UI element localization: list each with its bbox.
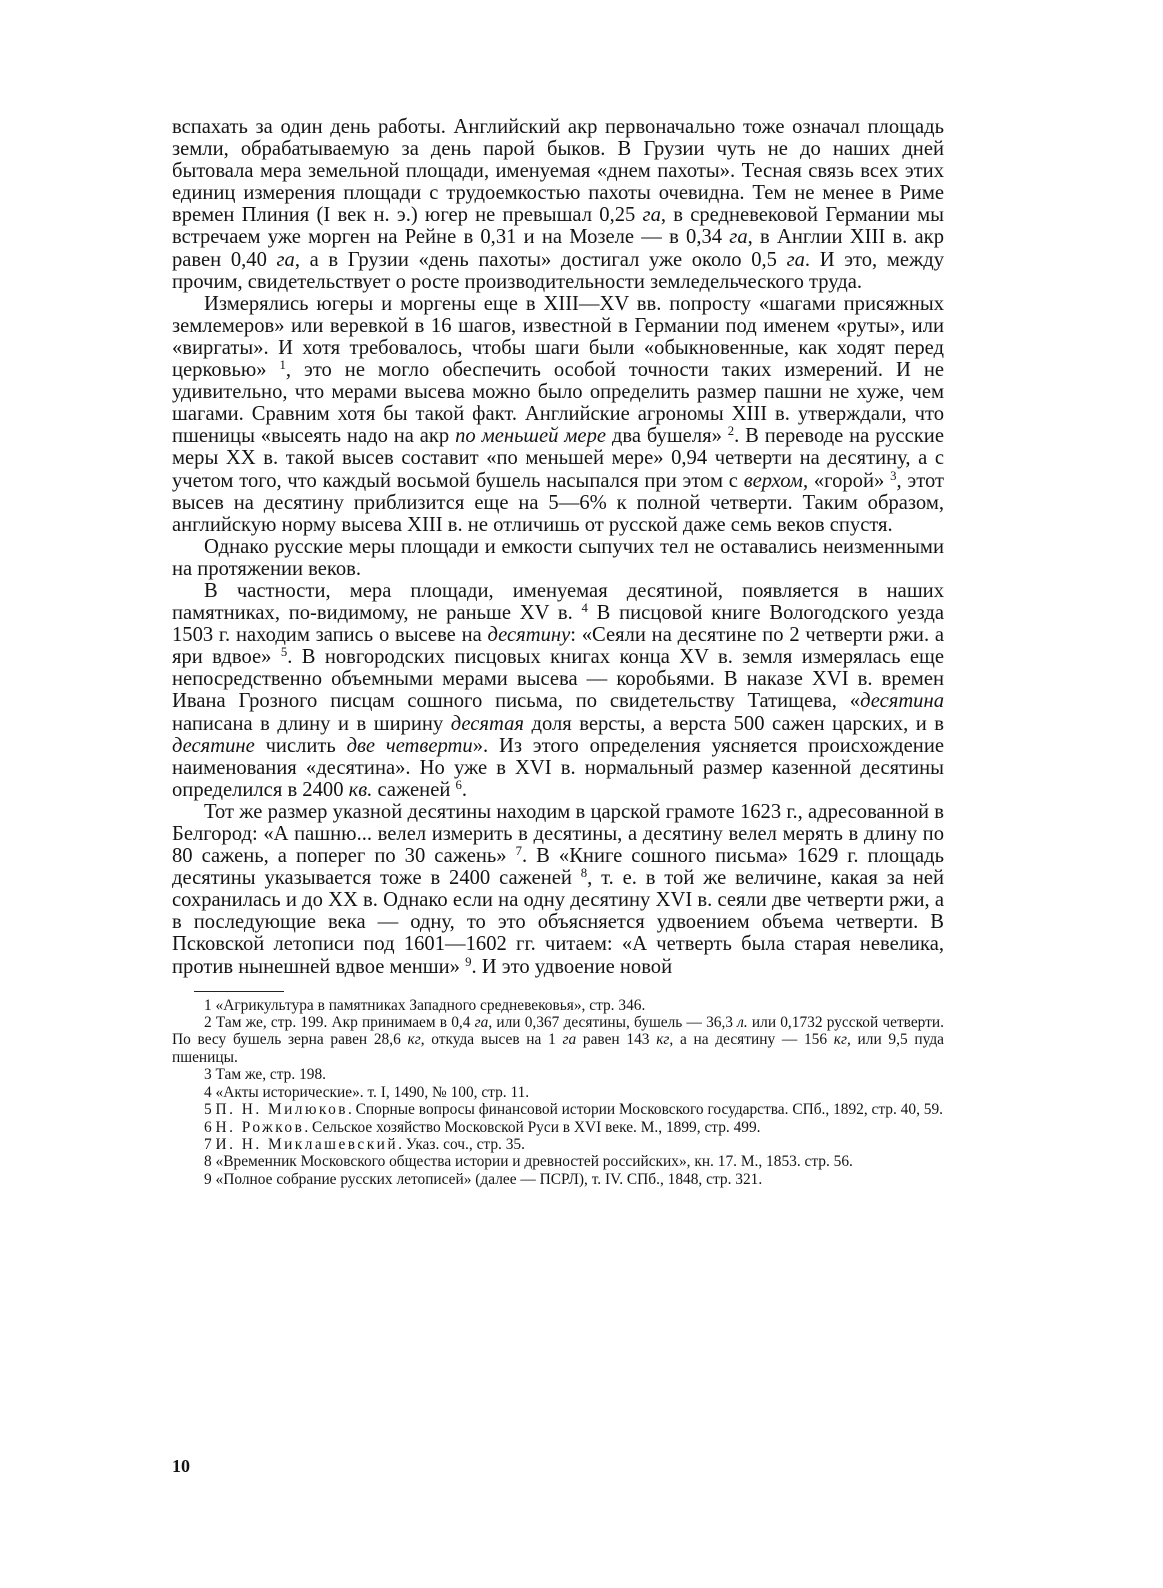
text-run: П. Н. Милюков [215,1101,348,1119]
italic-text: л. [737,1014,748,1032]
main-text [172,116,944,978]
footnote-ref: 2 [727,424,735,439]
footnote [172,997,944,1014]
footnote-ref: 4 [581,601,588,616]
footnote [172,1084,944,1101]
italic-text: га [642,204,661,227]
text-run: или 0,1732 русской четверти. По весу бушель зерна равен 28,6 [172,1014,944,1049]
text-run: , этот высев на десятину приблизится еще на 5—6% к полной четверти. Таким образом, английскую норму высева XIII в. не отличишь от русской даже семь веков спустя. [172,469,944,536]
footnote-ref: 3 [890,468,897,483]
paragraph [172,801,944,978]
footnote-ref: 8 [580,866,588,881]
text-run: , «горой» [802,469,891,492]
text-run: 9 «Полное собрание русских летописей» (далее — ПСРЛ), т. IV. СПб., 1848, стр. 321. [204,1170,763,1188]
text-run: . Спорные вопросы финансовой истории Московского государства. СПб., 1892, стр. 40, 59. [347,1101,944,1119]
book-page [172,116,944,1188]
text-run: , а на десятину — 156 [669,1031,834,1049]
text-run: , т. е. в той же величине, какая за ней сохранилась и до XX в. Однако если на одну десятину XVI в. сеяли две четверти ржи, а в последующие века — одну, то это объясняется удвоением объема четверти. В Псковской летописи под 1601—1602 гг. читаем: «А четверть была старая невелика, против нынешней вдвое менши» [172,867,944,978]
italic-text: га [729,226,748,249]
footnote-divider [194,991,284,992]
italic-text: га [276,248,295,271]
italic-text: десятину [487,624,571,647]
text-run: , или 9,5 пуда пшеницы. [172,1031,944,1066]
text-run: , откуда высев на 1 [420,1031,563,1049]
italic-text: по меньшей мере [455,425,607,448]
page-number: 10 [172,1456,190,1476]
text-run: равен 143 [576,1031,657,1049]
text-run: два бушеля» [606,425,728,448]
text-run: . [461,778,468,801]
text-run: В частности, мера площади, именуемая десятиной, появляется в наших памятниках, по-видимому, не раньше XV в. [172,579,944,625]
italic-text: кв. [348,778,373,801]
footnote-ref: 6 [455,777,462,792]
text-run: Тот же размер указной десятины находим в царской грамоте 1623 г., адресованной в Белгород: «А пашню... велел измерить в десятины, а десятину велел мерять в длину по 80 сажень, а поперег по 30 сажень» [172,800,944,868]
text-run: 2 Там же, стр. 199. Акр принимаем в 0,4 [204,1014,475,1032]
text-run: 3 Там же, стр. 198. [204,1066,327,1084]
paragraph [172,116,944,293]
text-run: написана в длину и в ширину [172,712,451,735]
italic-text: десятине [172,734,255,757]
text-run: , а в Грузии «день пахоты» достигал уже около 0,5 [294,248,787,271]
italic-text: кг [407,1031,421,1049]
text-run: . В новгородских писцовых книгах конца XV в. земля измерялась еще непосредственно объемными мерами высева — коробьями. В наказе XVI в. времен Ивана Грозного писцам сошного письма, по свидетельству Татищева, « [172,646,944,713]
text-run: И. Н. Миклашевский [215,1135,399,1153]
text-run: . И это, между прочим, свидетельствует о росте производительности земледельческого труда. [172,248,945,293]
text-run: 1 «Агрикультура в памятниках Западного средневековья», стр. 346. [204,996,646,1014]
text-run: , в средневековой Германии мы встречаем уже морген на Рейне в 0,31 и на Мозеле — в 0,34 [172,204,944,249]
footnote [172,1171,944,1188]
text-run: , это не могло обеспечить особой точности таких измерений. И не удивительно, что мерами высева можно было определить размер пашни не хуже, чем шагами. Сравним хотя бы такой факт. Английские агрономы XIII в. утверждали, что пшеницы «высеять надо на акр [172,359,944,448]
text-run: , или 0,367 десятины, бушель — 36,3 [488,1014,738,1032]
text-run: Н. Рожков [215,1118,305,1136]
footnote [172,1136,944,1153]
footnote [172,1101,944,1118]
text-run: вспахать за один день работы. Английский акр первоначально тоже означал площадь земли, обрабатываемую за день парой быков. В Грузии чуть не до наших дней бытовала мера земельной площади, именуемая «днем пахоты». Тесная связь всех этих единиц измерения площади с трудоемкостью пахоты очевидна. Тем не менее в Риме времен Плиния (I век н. э.) югер не превышал 0,25 [172,116,944,227]
italic-text: десятая [450,712,524,735]
italic-text: кг [833,1031,847,1049]
footnotes [172,997,944,1188]
text-run: числить [254,734,347,757]
italic-text: га [786,248,805,271]
footnote [172,1119,944,1136]
italic-text: верхом [743,469,803,492]
paragraph [172,293,944,536]
italic-text: кг [656,1031,670,1049]
text-run: : «Сеяли на десятине по 2 четверти ржи. а яри вдвое» [172,624,944,669]
footnote [172,1014,944,1066]
text-run: . В «Книге сошного письма» 1629 г. площадь десятины указывается тоже в 2400 саженей [172,845,944,890]
footnote-ref: 1 [279,358,286,373]
text-run: . Сельское хозяйство Московской Руси в XVI веке. М., 1899, стр. 499. [304,1118,761,1136]
footnote-ref: 7 [515,844,522,859]
footnote-ref: 5 [280,645,288,660]
italic-text: га [562,1031,577,1049]
text-run: . Указ. соч., стр. 35. [398,1135,525,1153]
text-run: доля версты, а верста 500 сажен царских, и в [523,712,945,735]
text-run: Однако русские меры площади и емкости сыпучих тел не оставались неизменными на протяжении веков. [172,535,944,580]
italic-text: десятина [860,690,944,713]
text-run: , в Англии XIII в. акр равен 0,40 [172,226,944,271]
footnote [172,1066,944,1083]
paragraph [172,580,944,801]
text-run: Измерялись югеры и моргены еще в XIII—XV вв. попросту «шагами присяжных землемеров» или веревкой в 16 шагов, известной в Германии под именем «руты», или «виргаты». И хотя требовалось, чтобы шаги были «обыкновенные, как ходят перед церковью» [172,292,944,382]
text-run: . И это удвоение новой [471,955,673,978]
text-run: 4 «Акты исторические». т. I, 1490, № 100, стр. 11. [204,1083,530,1101]
text-run: саженей [372,778,456,801]
italic-text: га [474,1014,489,1032]
text-run: 5 [204,1101,216,1119]
text-run: . В переводе на русские меры XX в. такой высев составит «по меньшей мере» 0,94 четверти на десятину, а с учетом того, что каждый восьмой бушель насыпался при этом с [172,425,944,492]
text-run: 8 «Временник Московского общества истории и древностей российских», кн. 17. М., 1853. стр. 56. [204,1153,853,1171]
text-run: 7 [204,1135,216,1153]
text-run: ». Из этого определения уясняется происхождение наименования «десятина». Но уже в XVI в. нормальный размер казенной десятины определился в 2400 [172,734,944,801]
text-run: 6 [204,1118,216,1136]
text-run: В писцовой книге Вологодского уезда 1503 г. находим запись о высеве на [172,602,944,647]
footnote-ref: 9 [465,954,472,969]
footnote [172,1153,944,1170]
italic-text: две четверти [346,734,473,757]
paragraph [172,536,944,580]
